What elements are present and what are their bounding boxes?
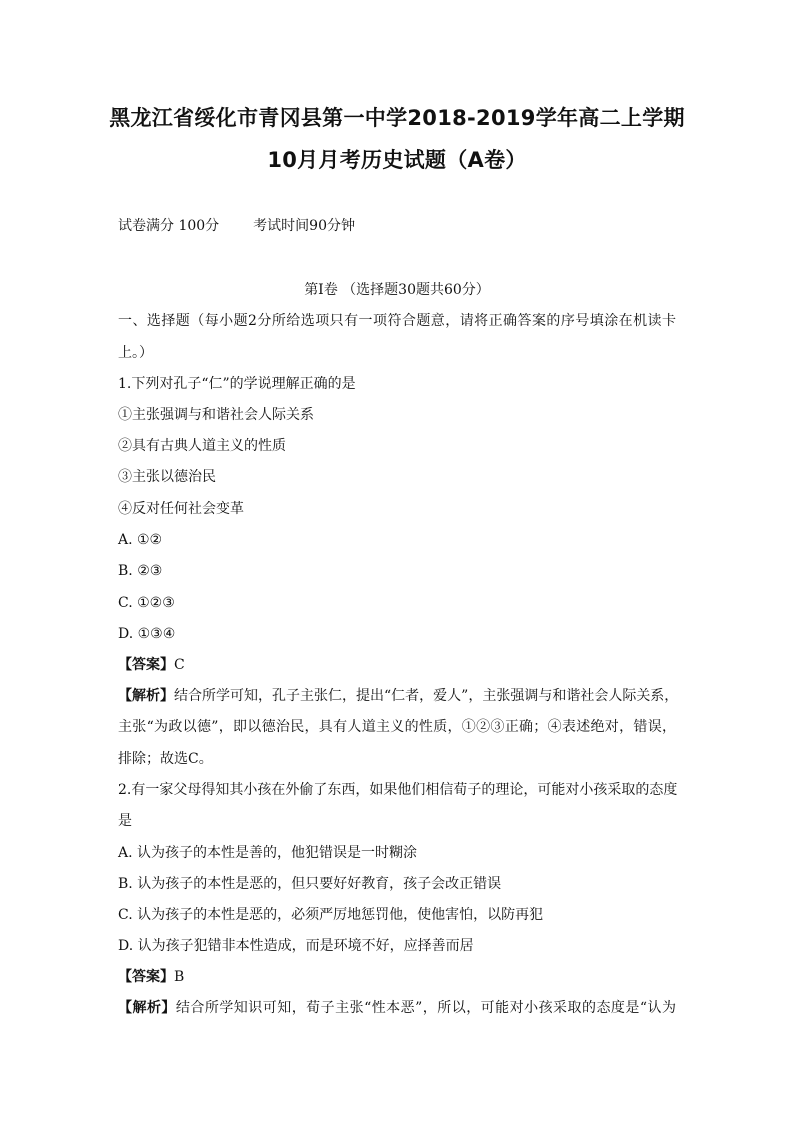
question-1-option-b: B. ②③ <box>118 563 163 579</box>
question-1-statement: ④反对任何社会变革 <box>118 501 244 517</box>
section-heading: 第Ⅰ卷 （选择题30题共60分） <box>304 282 490 298</box>
analysis-text: 结合所学知识可知，荀子主张“性本恶”，所以，可能对小孩采取的态度是“认为 <box>175 1000 676 1016</box>
question-2-analysis-line-1 <box>118 1001 676 1015</box>
question-1-statement: ②具有古典人道主义的性质 <box>118 438 286 454</box>
document-title-line-2: 10月月考历史试题（A卷） <box>267 148 527 172</box>
question-1-analysis-line-1 <box>118 688 679 704</box>
answer-label: 【答案】 <box>118 969 174 985</box>
exam-info <box>118 219 355 233</box>
question-1-option-c: C. ①②③ <box>118 595 175 611</box>
question-2-answer <box>118 970 184 984</box>
answer-label: 【答案】 <box>118 657 174 673</box>
analysis-text: 结合所学可知，孔子主张仁，提出“仁者，爱人”，主张强调与和谐社会人际关系， <box>174 688 679 704</box>
question-1-analysis-line-3: 排除；故选C。 <box>118 751 213 767</box>
full-score: 试卷满分 100分 <box>118 218 220 234</box>
analysis-label: 【解析】 <box>118 1000 176 1016</box>
instructions-line-1: 一、选择题（每小题2分所给选项只有一项符合题意，请将正确答案的序号填涂在机读卡 <box>118 313 676 329</box>
exam-time: 考试时间90分钟 <box>253 218 355 234</box>
question-2-option-d: D. 认为孩子犯错非本性造成，而是环境不好，应择善而居 <box>118 938 474 954</box>
question-2-option-c: C. 认为孩子的本性是恶的，必须严厉地惩罚他，使他害怕，以防再犯 <box>118 907 544 923</box>
question-2-option-a: A. 认为孩子的本性是善的，他犯错误是一时糊涂 <box>118 845 418 861</box>
question-2-option-b: B. 认为孩子的本性是恶的，但只要好好教育，孩子会改正错误 <box>118 876 502 892</box>
question-2-stem-line-1: 2.有一家父母得知其小孩在外偷了东西，如果他们相信荀子的理论，可能对小孩采取的态度 <box>118 782 678 798</box>
analysis-label: 【解析】 <box>118 688 174 704</box>
answer-value: C <box>174 657 185 673</box>
instructions-line-2: 上。） <box>118 345 153 361</box>
question-1-stem: 1.下列对孔子“仁”的学说理解正确的是 <box>118 376 356 392</box>
question-1-answer <box>118 658 185 672</box>
question-1-statement: ③主张以德治民 <box>118 469 216 485</box>
document-title-line-1: 黑龙江省绥化市青冈县第一中学2018-2019学年高二上学期 <box>109 106 685 130</box>
question-1-option-a: A. ①② <box>118 532 163 548</box>
question-1-analysis-line-2: 主张“为政以德”，即以德治民，具有人道主义的性质，①②③正确；④表述绝对，错误， <box>118 719 676 735</box>
question-1-option-d: D. ①③④ <box>118 626 176 642</box>
question-1-statement: ①主张强调与和谐社会人际关系 <box>118 407 314 423</box>
question-2-stem-line-2: 是 <box>118 813 132 829</box>
answer-value: B <box>174 969 185 985</box>
